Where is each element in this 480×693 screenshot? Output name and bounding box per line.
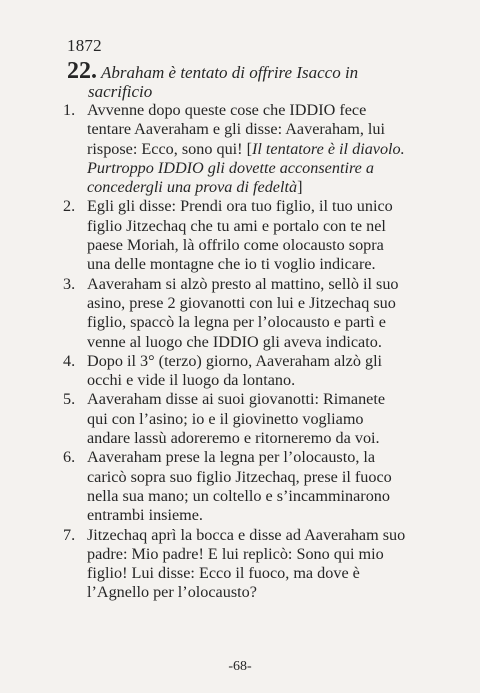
verse-item <box>63 275 408 352</box>
verse-text <box>87 448 392 524</box>
verse-segment: Avvenne dopo queste cose che IDDIO fece tentare Aaveraham e gli disse: Aaveraham, lui rispose: Ecco, sono qui! [ <box>87 101 386 158</box>
verse-item <box>63 390 408 448</box>
verse-item <box>63 101 408 197</box>
verse-number: 5. <box>63 390 76 409</box>
chapter-number: 22. <box>67 58 97 84</box>
verse-text <box>87 197 393 273</box>
verse-segment: ] <box>297 178 303 197</box>
verse-segment: Aaveraham disse ai suoi giovanotti: Rimanete qui con l’asino; io e il giovinetto vogliamo andare lassù adoreremo e ritorneremo da voi. <box>87 390 386 448</box>
chapter-title-line2: sacrificio <box>88 82 153 101</box>
verse-number: 2. <box>63 197 76 216</box>
verse-text <box>87 352 382 389</box>
verse-number: 4. <box>63 351 76 370</box>
verse-item <box>63 197 408 274</box>
verse-number: 3. <box>63 274 76 293</box>
verse-number: 6. <box>63 448 76 467</box>
verse-text <box>87 101 405 196</box>
footer-page-number: -68- <box>228 659 252 674</box>
verse-segment: Dopo il 3° (terzo) giorno, Aaveraham alzò gli occhi e vide il luogo da lontano. <box>87 351 383 390</box>
verse-italic-segment: Il tentatore è il diavolo. Purtroppo IDDIO gli dovette acconsentire a concedergli una prova di fedeltà <box>87 139 405 197</box>
verse-number: 1. <box>63 101 76 119</box>
verse-segment: Aaveraham si alzò presto al mattino, sellò il suo asino, prese 2 giovanotti con lui e Jitzechaq suo figlio, spaccò la legna per l’olocausto e partì e venne al luogo che IDDIO gli aveva indicato. <box>87 274 399 351</box>
chapter-title-line1: Abraham è tentato di offrire Isacco in <box>101 63 359 82</box>
verse-segment: Aaveraham prese la legna per l’olocausto, la caricò sopra suo figlio Jitzechaq, prese il fuoco nella sua mano; un coltello e s’incamminarono entrambi insieme. <box>87 448 392 525</box>
chapter-heading <box>67 58 417 102</box>
verse-segment: Egli gli disse: Prendi ora tuo figlio, il tuo unico figlio Jitzechaq che tu ami e portalo con te nel paese Moriah, là offrilo come olocausto sopra una delle montagne che io ti voglio indicare. <box>87 197 393 274</box>
verse-segment: Jitzechaq aprì la bocca e disse ad Aaveraham suo padre: Mio padre! E lui replicò: Sono qui mio figlio! Lui disse: Ecco il fuoco, ma dove è l’Agnello per l’olocausto? <box>87 525 406 602</box>
header-page-number: 1872 <box>67 36 102 55</box>
verse-number: 7. <box>63 525 76 544</box>
verse-text <box>87 275 399 351</box>
verse-text <box>87 390 385 447</box>
verse-text <box>87 526 405 602</box>
verse-item <box>63 352 408 391</box>
verse-list <box>63 101 408 603</box>
verse-item <box>63 526 408 603</box>
verse-item <box>63 448 408 525</box>
